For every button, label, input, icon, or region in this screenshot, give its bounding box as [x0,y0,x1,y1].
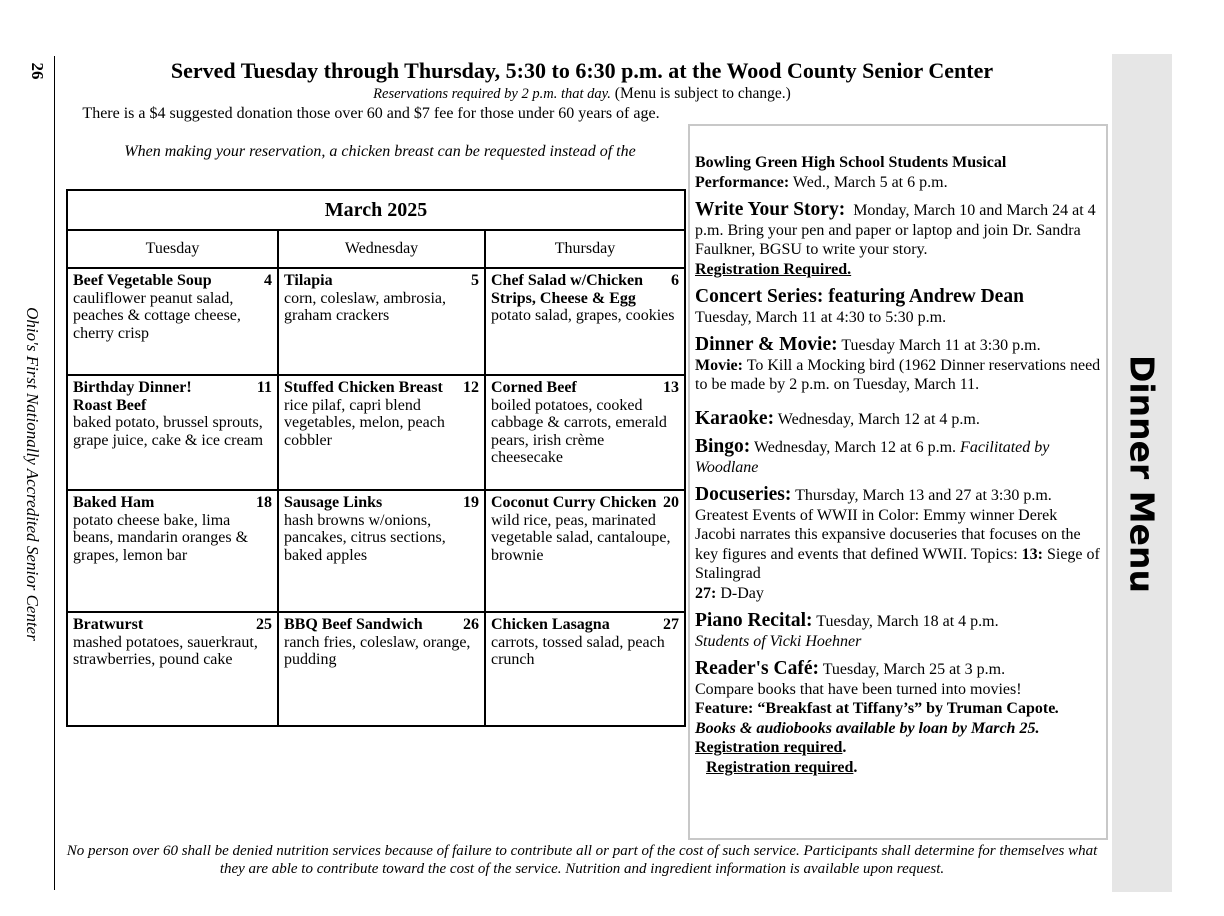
event-title: Dinner & Movie: [695,334,838,355]
dish-title: BBQ Beef Sandwich [284,616,423,633]
event-title: Concert Series: featuring Andrew Dean [695,286,1024,307]
event-title: Karaoke: [695,407,775,429]
topic-number: 27: [695,584,717,602]
registration-note-2: Registration required [706,758,854,776]
date-number: 27 [663,616,679,633]
event-title: Piano Recital: [695,610,813,631]
menu-calendar [66,189,686,727]
date-number: 19 [463,494,479,511]
event-dinner-movie [695,335,1102,395]
left-divider [54,56,55,890]
date-number: 20 [663,494,679,511]
event-write-your-story [695,200,1102,279]
dish-sides: baked potato, brussel sprouts, grape juice, cake & ice cream [73,414,264,449]
dish-sides: boiled potatoes, cooked cabbage & carrots, emerald pears, irish crème cheesecake [491,396,667,466]
event-text: Tuesday, March 18 at 4 p.m. [816,613,999,630]
menu-cell [67,490,278,612]
day-header-wednesday: Wednesday [278,230,485,268]
event-italic: Students of Vicki Hoehner [695,632,862,650]
dish-title: Baked Ham [73,494,155,511]
menu-cell [278,268,485,375]
date-number: 6 [671,272,679,289]
movie-text: To Kill a Mocking bird (1962 Dinner reservations need to be made by 2 p.m. on Tuesday, March 11. [695,356,1101,393]
dish-title: Birthday Dinner! [73,379,192,396]
dish-sides: potato cheese bake, lima beans, mandarin oranges & grapes, lemon bar [73,511,249,564]
side-caption: Ohio's First Nationally Accredited Senior Center [23,307,42,641]
dish-title: Chicken Lasagna [491,616,610,633]
menu-cell [278,612,485,726]
date-number: 11 [256,379,272,396]
event-title: Docuseries: [695,484,792,505]
registration-note: Registration required [695,739,843,756]
event-karaoke [695,409,1102,430]
dish-subtitle: Roast Beef [73,396,147,414]
topic-number: 13: [1021,545,1043,563]
event-title: Write Your Story: [695,199,846,220]
dish-title: Chef Salad w/Chicken Strips, Cheese & Egg [491,272,644,307]
reservation-line [60,85,1104,103]
event-title: Reader's Café: [695,658,819,679]
dish-sides: rice pilaf, capri blend vegetables, melon, peach cobbler [284,396,445,449]
menu-cell [485,268,685,375]
date-number: 12 [463,379,479,396]
menu-cell [67,268,278,375]
menu-cell [485,612,685,726]
feature-text: Feature: “Breakfast at Tiffany’s” by Truman Capote [695,700,1056,717]
event-title: Bowling Green High School Students Musical Performance: [695,154,1007,191]
strip-title: Dinner Menu [1122,354,1162,594]
event-text: Wednesday, March 12 at 4 p.m. [777,410,980,428]
donation-note: There is a $4 suggested donation those over 60 and $7 fee for those under 60 years of age. [82,105,660,122]
page-headline: Served Tuesday through Thursday, 5:30 to 6:30 p.m. at the Wood County Senior Center [170,58,994,83]
event-text: Monday, March 10 and March 24 at 4 p.m. Bring your pen and paper or laptop and join Dr. Sandra Faulkner, BGSU to write your story. [695,202,1096,258]
menu-cell [278,490,485,612]
registration-note: Registration Required. [695,260,852,278]
reservation-note: Reservations required by 2 p.m. that day. [373,86,611,102]
event-readers-cafe: Reader's Café: Tuesday, March 25 at 3 p.m. Compare books that have been turned into movies! Feature: “Breakfast at Tiffany’s” by Truman Capote. Books & audiobooks available by loan by March 25. Registration required. Registration required. [695,658,1060,776]
event-piano [695,611,1102,651]
month-title: March 2025 [67,190,685,230]
page-number: 26 [28,62,47,80]
chicken-note: When making your reservation, a chicken breast can be requested instead of the [124,143,636,160]
menu-cell [485,490,685,612]
event-musical [695,153,1102,192]
event-italic: Facilitated by Woodlane [695,439,1050,476]
event-text: Wednesday, March 12 at 6 p.m. [753,439,957,456]
date-number: 5 [471,272,479,289]
topic-text: Siege of Stalingrad [695,545,1100,582]
dish-sides: wild rice, peas, marinated vegetable salad, cantaloupe, brownie [491,511,671,564]
event-docuseries [695,485,1102,603]
date-number: 13 [663,379,679,396]
event-text: Wed., March 5 at 6 p.m. [792,173,948,191]
date-number: 25 [256,616,272,633]
dish-title: Bratwurst [73,616,144,633]
dish-title: Tilapia [284,272,333,289]
dish-title: Stuffed Chicken Breast [284,379,443,396]
dish-sides: corn, coleslaw, ambrosia, graham crackers [284,289,447,324]
dish-sides: ranch fries, coleslaw, orange, pudding [284,633,471,668]
footer-disclaimer: No person over 60 shall be denied nutrition services because of failure to contribute all or part of the cost of such service. Participants shall determine for themselves what they are able to contribute toward the cost of the service. Nutrition and ingredient information is available upon request. [66,843,1098,877]
dish-title: Corned Beef [491,379,577,396]
menu-cell [278,375,485,490]
movie-label: Movie: [695,356,743,374]
event-text: Tuesday, March 25 at 3 p.m. [822,661,1006,678]
date-number: 4 [264,272,272,289]
event-text: Tuesday March 11 at 3:30 p.m. [841,337,1041,354]
menu-cell [67,375,278,490]
event-title: Bingo: [695,436,751,457]
change-note: (Menu is subject to change.) [614,85,791,102]
dish-sides: potato salad, grapes, cookies [491,307,675,324]
events-panel [688,124,1108,840]
event-bingo [695,437,1102,477]
day-header-tuesday: Tuesday [67,230,278,268]
dish-sides: cauliflower peanut salad, peaches & cottage cheese, cherry crisp [73,289,241,342]
dish-sides: mashed potatoes, sauerkraut, strawberries, pound cake [73,633,258,668]
date-number: 26 [463,616,479,633]
dish-sides: hash browns w/onions, pancakes, citrus sections, baked apples [284,511,446,564]
event-concert [695,287,1102,327]
event-text: Thursday, March 13 and 27 at 3:30 p.m. Greatest Events of WWII in Color: Emmy winner Derek Jacobi narrates this expansive docuseries that focuses on the key figures and events that defined WWII. Topics: [695,487,1081,563]
menu-cell [67,612,278,726]
topic-text: D-Day [720,584,764,602]
dish-title: Sausage Links [284,494,383,511]
date-number: 18 [256,494,272,511]
menu-cell [485,375,685,490]
books-note: . Books & audiobooks available by loan by March 25. [695,700,1060,737]
dish-title: Coconut Curry Chicken [491,494,657,511]
dish-title: Beef Vegetable Soup [73,272,212,289]
day-header-thursday: Thursday [485,230,685,268]
event-text: Tuesday, March 11 at 4:30 to 5:30 p.m. [695,308,947,326]
event-text-2: Compare books that have been turned into movies! [695,680,1022,698]
dish-sides: carrots, tossed salad, peach crunch [491,633,665,668]
